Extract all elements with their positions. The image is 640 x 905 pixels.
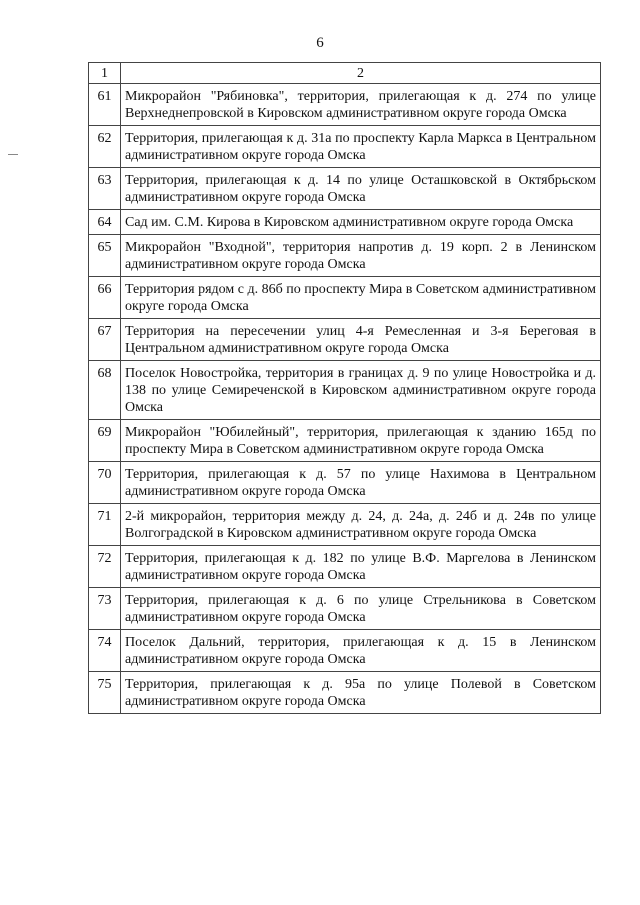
- row-number: 74: [89, 630, 121, 672]
- table-row: [89, 168, 601, 210]
- row-description: Микрорайон "Входной", территория напротив д. 19 корп. 2 в Ленинском административном округе города Омска: [121, 235, 601, 277]
- table-row: [89, 319, 601, 361]
- row-number: 70: [89, 462, 121, 504]
- table-row: [89, 630, 601, 672]
- row-description: Поселок Дальний, территория, прилегающая к д. 15 в Ленинском административном округе города Омска: [121, 630, 601, 672]
- row-number: 71: [89, 504, 121, 546]
- table-row: [89, 588, 601, 630]
- row-description: Сад им. С.М. Кирова в Кировском административном округе города Омска: [121, 210, 601, 235]
- table-row: [89, 210, 601, 235]
- table-row: [89, 504, 601, 546]
- table-header-row: [89, 63, 601, 84]
- row-description: Территория, прилегающая к д. 182 по улице В.Ф. Маргелова в Ленинском административном округе города Омска: [121, 546, 601, 588]
- header-col-2: 2: [121, 63, 601, 84]
- margin-mark: [8, 154, 18, 155]
- row-description: Территория, прилегающая к д. 14 по улице Осташковской в Октябрьском административном округе города Омска: [121, 168, 601, 210]
- row-description: Территория рядом с д. 86б по проспекту Мира в Советском административном округе города Омска: [121, 277, 601, 319]
- row-description: Микрорайон "Юбилейный", территория, прилегающая к зданию 165д по проспекту Мира в Советском административном округе города Омска: [121, 420, 601, 462]
- row-description: Территория, прилегающая к д. 6 по улице Стрельникова в Советском административном округе города Омска: [121, 588, 601, 630]
- row-number: 75: [89, 672, 121, 714]
- row-number: 65: [89, 235, 121, 277]
- row-number: 62: [89, 126, 121, 168]
- row-number: 72: [89, 546, 121, 588]
- table-row: [89, 361, 601, 420]
- row-description: Территория, прилегающая к д. 95а по улице Полевой в Советском административном округе города Омска: [121, 672, 601, 714]
- territory-table: [88, 62, 601, 714]
- row-description: Территория, прилегающая к д. 31а по проспекту Карла Маркса в Центральном административном округе города Омска: [121, 126, 601, 168]
- row-number: 69: [89, 420, 121, 462]
- page-number: 6: [316, 35, 324, 51]
- header-col-1: 1: [89, 63, 121, 84]
- row-number: 73: [89, 588, 121, 630]
- table-row: [89, 84, 601, 126]
- table-row: [89, 672, 601, 714]
- row-number: 63: [89, 168, 121, 210]
- row-description: Поселок Новостройка, территория в границах д. 9 по улице Новостройка и д. 138 по улице Семиреченской в Кировском административном округе города Омска: [121, 361, 601, 420]
- row-number: 67: [89, 319, 121, 361]
- table-row: [89, 420, 601, 462]
- table-row: [89, 462, 601, 504]
- row-description: Территория, прилегающая к д. 57 по улице Нахимова в Центральном административном округе города Омска: [121, 462, 601, 504]
- table-row: [89, 235, 601, 277]
- row-number: 66: [89, 277, 121, 319]
- row-description: 2-й микрорайон, территория между д. 24, д. 24а, д. 24б и д. 24в по улице Волгоградской в Кировском административном округе города Омска: [121, 504, 601, 546]
- table-row: [89, 126, 601, 168]
- row-number: 61: [89, 84, 121, 126]
- row-number: 68: [89, 361, 121, 420]
- table-row: [89, 546, 601, 588]
- row-description: Микрорайон "Рябиновка", территория, прилегающая к д. 274 по улице Верхнеднепровской в Кировском административном округе города Омска: [121, 84, 601, 126]
- table-row: [89, 277, 601, 319]
- row-description: Территория на пересечении улиц 4-я Ремесленная и 3-я Береговая в Центральном административном округе города Омска: [121, 319, 601, 361]
- row-number: 64: [89, 210, 121, 235]
- table-body: [89, 63, 601, 714]
